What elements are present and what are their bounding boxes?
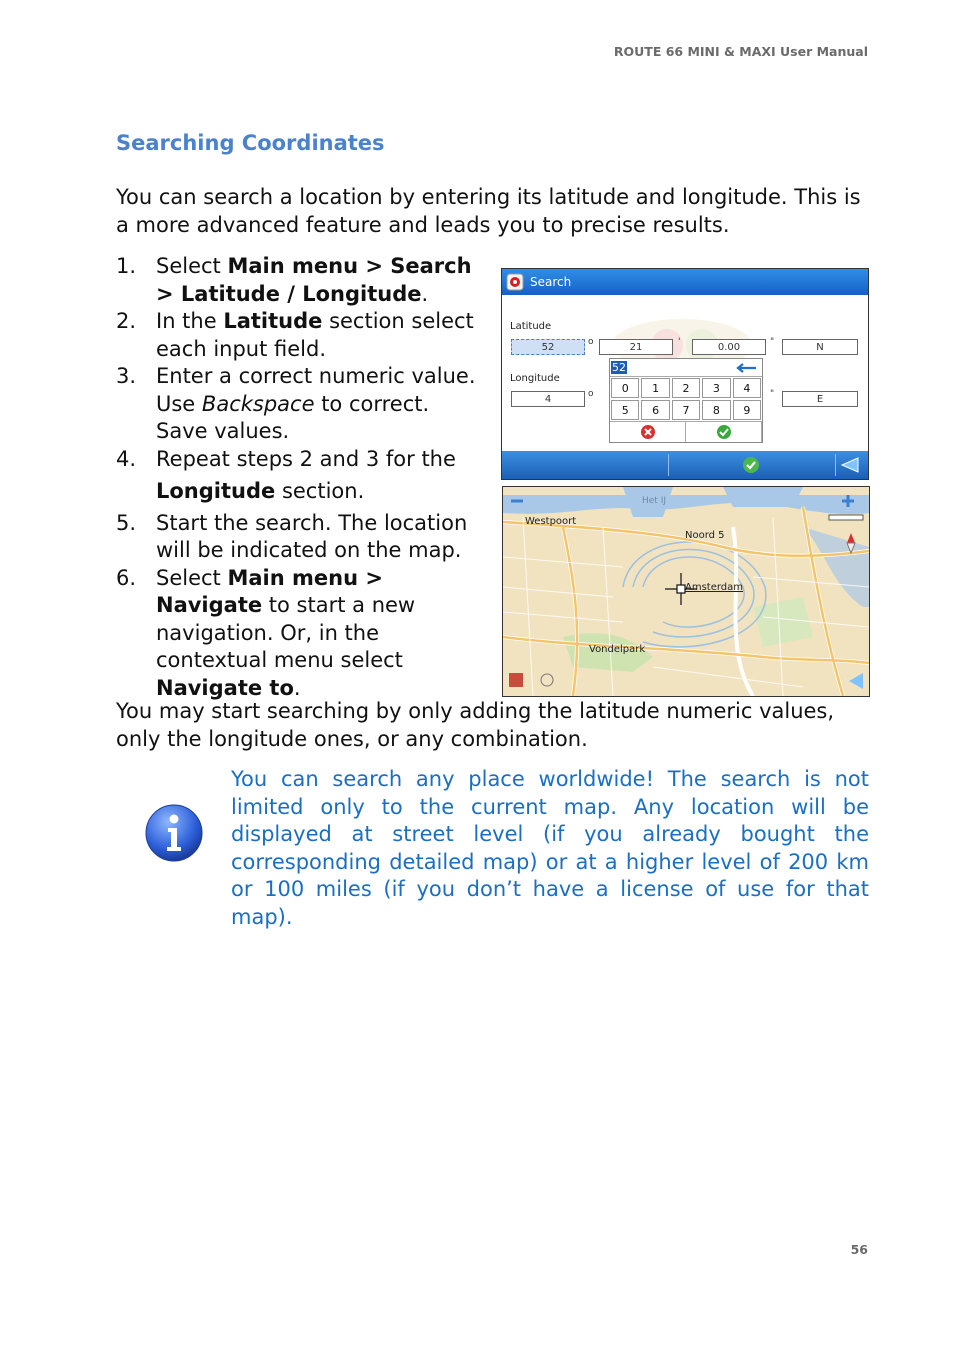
section-title: Searching Coordinates	[116, 131, 385, 155]
keypad-display	[610, 359, 762, 377]
steps-list	[116, 253, 486, 702]
zoom-out-button[interactable]	[507, 493, 527, 509]
route66-logo-icon	[506, 273, 524, 291]
step-6	[116, 565, 486, 703]
step-5	[116, 510, 486, 565]
lat-degrees-field[interactable]: 52	[511, 339, 585, 355]
confirm-check-icon	[716, 424, 732, 440]
save-check-icon[interactable]	[742, 456, 760, 474]
step-bold: Navigate to	[156, 675, 294, 700]
map-label-westpoort: Westpoort	[525, 516, 577, 527]
lat-direction-field[interactable]: N	[782, 339, 858, 355]
step-bold: Longitude	[156, 479, 276, 503]
page-number: 56	[850, 1242, 868, 1257]
step-2	[116, 308, 486, 363]
search-title: Search	[530, 275, 572, 289]
combination-paragraph: You may start searching by only adding the latitude numeric values, only the longitude ones, or any combination.	[116, 699, 835, 751]
map-back-button[interactable]	[845, 671, 865, 691]
step-text: .	[421, 281, 429, 306]
numeric-keypad	[609, 358, 763, 443]
deg-symbol: o	[588, 389, 594, 399]
key-4[interactable]: 4	[733, 378, 761, 398]
lat-seconds-field[interactable]: 0.00	[692, 339, 766, 355]
cancel-icon	[640, 424, 656, 440]
search-screenshot	[501, 268, 869, 480]
step-text: Enter a correct numeric value. Use	[156, 364, 476, 416]
step-text: Select	[156, 254, 228, 278]
step-4	[116, 446, 486, 510]
key-6[interactable]: 6	[641, 400, 669, 420]
info-note: You can search any place worldwide! The search is not limited only to the current map. Any location will be displayed at street level (if you already bought the corresponding detailed map) or at a higher level of 200 km or 100 miles (if you don’t have a license of use for that map).	[231, 767, 869, 929]
step-number: 6.	[116, 565, 137, 590]
keypad-value: 52	[612, 361, 626, 374]
step-3	[116, 363, 486, 446]
step-number: 3.	[116, 364, 137, 388]
keypad-cancel-button[interactable]	[610, 422, 686, 442]
step-1	[116, 253, 486, 308]
keypad-row-2	[610, 399, 762, 421]
step-text: In the	[156, 309, 224, 333]
step-bold: Main menu > Navigate	[156, 565, 383, 617]
page-header: ROUTE 66 MINI & MAXI User Manual	[613, 44, 868, 59]
key-1[interactable]: 1	[641, 378, 669, 398]
step-bold: Latitude	[223, 309, 323, 333]
key-3[interactable]: 3	[702, 378, 730, 398]
step-text: section select each input field.	[156, 309, 474, 361]
key-5[interactable]: 5	[611, 400, 639, 420]
min-symbol: '	[678, 337, 681, 347]
backspace-arrow-icon[interactable]	[734, 362, 758, 374]
step-italic: Backspace	[201, 391, 315, 416]
keypad-row-1	[610, 377, 762, 399]
step-text: to correct. Save values.	[156, 391, 430, 443]
search-body	[502, 295, 868, 451]
longitude-label: Longitude	[510, 373, 560, 384]
info-icon	[144, 803, 204, 863]
step-text: Repeat steps 2 and 3 for the	[156, 446, 456, 471]
map-label-vondelpark: Vondelpark	[589, 644, 646, 655]
lon-degrees-field[interactable]: 4	[511, 391, 585, 407]
back-arrow-icon[interactable]	[840, 456, 860, 474]
step-number: 4.	[116, 446, 137, 471]
map-label-amsterdam: Amsterdam	[685, 582, 744, 593]
key-8[interactable]: 8	[702, 400, 730, 420]
map-label-noord: Noord 5	[685, 530, 725, 541]
step-text: Start the search. The location will be indicated on the map.	[156, 510, 468, 562]
keypad-confirm-button[interactable]	[686, 422, 762, 442]
intro-paragraph: You can search a location by entering its latitude and longitude. This is a more advanced feature and leads you to precise results.	[116, 185, 861, 237]
key-0[interactable]: 0	[611, 378, 639, 398]
step-number: 5.	[116, 510, 137, 535]
step-text: .	[293, 675, 301, 700]
latitude-label: Latitude	[510, 321, 552, 332]
step-text: Select	[156, 565, 228, 590]
lat-minutes-field[interactable]: 21	[599, 339, 673, 355]
keypad-actions	[610, 421, 762, 442]
step-number: 2.	[116, 309, 137, 333]
search-title-bar	[502, 269, 868, 295]
key-9[interactable]: 9	[733, 400, 761, 420]
step-number: 1.	[116, 254, 137, 278]
zoom-in-button[interactable]	[841, 491, 861, 511]
sec-symbol: "	[770, 337, 775, 347]
lon-direction-field[interactable]: E	[782, 391, 858, 407]
deg-symbol: o	[588, 337, 594, 347]
sec-symbol: "	[770, 389, 775, 399]
map-label-het-ij: Het IJ	[642, 496, 667, 506]
key-7[interactable]: 7	[672, 400, 700, 420]
step-text: section.	[275, 479, 365, 503]
search-bottom-bar	[502, 451, 868, 479]
key-2[interactable]: 2	[672, 378, 700, 398]
step-bold: Main menu > Search > Latitude / Longitude	[156, 254, 472, 306]
map-screenshot	[502, 486, 870, 697]
step-text: to start a new navigation. Or, in the contextual menu select	[156, 593, 416, 672]
